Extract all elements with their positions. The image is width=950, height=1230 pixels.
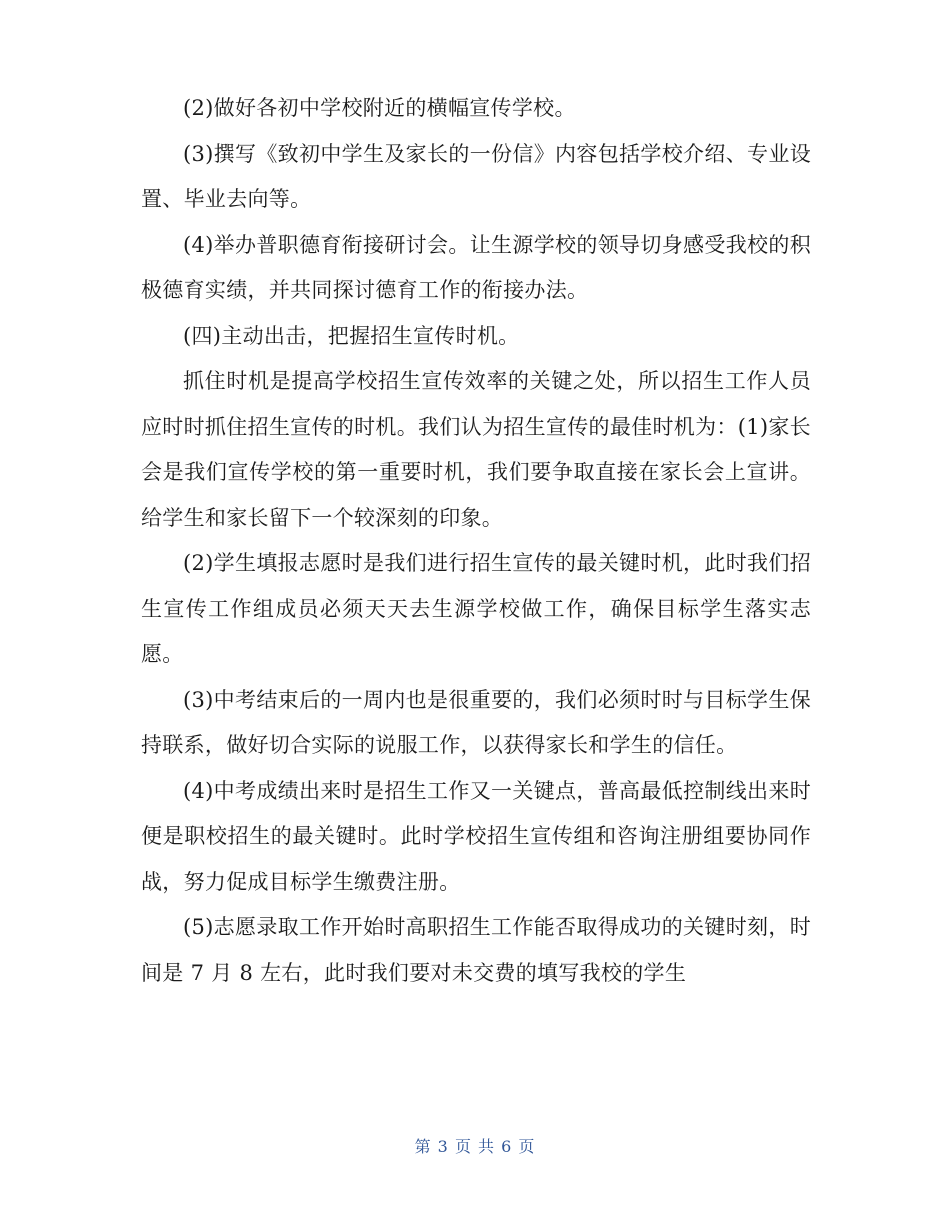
page-footer <box>0 1134 950 1157</box>
paragraph-exam-results: (4)中考成绩出来时是招生工作又一关键点，普高最低控制线出来时便是职校招生的最关键时。此时学校招生宣传组和咨询注册组要协同作战，努力促成目标学生缴费注册。 <box>141 778 811 894</box>
section-heading-seize-timing: (四)主动出击，把握招生宣传时机。 <box>183 323 520 348</box>
paragraph-admission-start: (5)志愿录取工作开始时高职招生工作能否取得成功的关键时刻，时间是 7 月 8 左右，此时我们要对未交费的填写我校的学生 <box>141 915 811 985</box>
paragraph-banner-promotion: (2)做好各初中学校附近的横幅宣传学校。 <box>183 96 576 120</box>
paragraph-application-period: (2)学生填报志愿时是我们进行招生宣传的最关键时机，此时我们招生宣传工作组成员必须天天去生源学校做工作，确保目标学生落实志愿。 <box>141 551 811 666</box>
paragraph-letter-to-students: (3)撰写《致初中学生及家长的一份信》内容包括学校介绍、专业设置、毕业去向等。 <box>141 141 811 211</box>
paragraph-after-exam-week: (3)中考结束后的一周内也是很重要的，我们必须时时与目标学生保持联系，做好切合实际的说服工作，以获得家长和学生的信任。 <box>141 687 811 757</box>
document-body <box>141 86 811 996</box>
paragraph-seize-opportunity: 抓住时机是提高学校招生宣传效率的关键之处，所以招生工作人员应时时抓住招生宣传的时机。我们认为招生宣传的最佳时机为：(1)家长会是我们宣传学校的第一重要时机，我们要争取直接在家长会上宣讲。给学生和家长留下一个较深刻的印象。 <box>141 369 811 530</box>
page-number-label: 第 3 页 共 6 页 <box>414 1137 536 1156</box>
paragraph-moral-education-seminar: (4)举办普职德育衔接研讨会。让生源学校的领导切身感受我校的积极德育实绩，并共同探讨德育工作的衔接办法。 <box>141 232 811 302</box>
